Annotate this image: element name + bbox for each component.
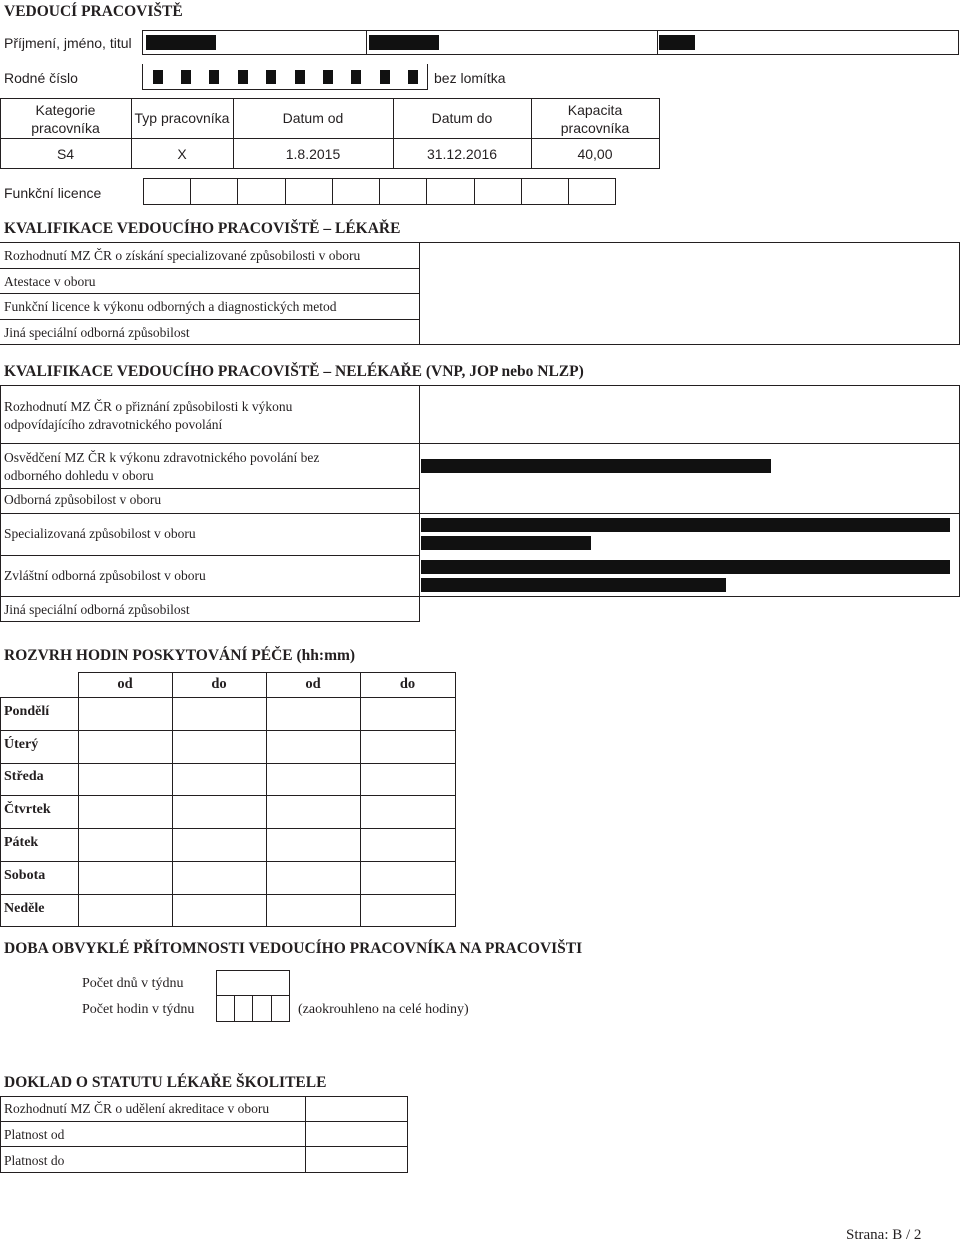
col-header-capacity: Kapacita pracovníka <box>560 102 630 136</box>
name-label: Příjmení, jméno, titul <box>4 35 132 51</box>
schedule-table <box>0 672 456 928</box>
cell-date-to: 31.12.2016 <box>426 146 498 162</box>
page-number: Strana: B / 2 <box>846 1227 922 1243</box>
valid-to-field[interactable] <box>306 1147 407 1172</box>
trainer-row-label: Rozhodnutí MZ ČR o udělení akreditace v oboru <box>4 1101 270 1116</box>
hours-per-week-label: Počet hodin v týdnu <box>82 1002 195 1017</box>
days-per-week-label: Počet dnů v týdnu <box>82 976 184 991</box>
schedule-header-to: do <box>211 676 227 692</box>
cell-category: S4 <box>56 146 75 162</box>
col-header-date-from: Datum od <box>282 110 344 126</box>
license-field[interactable] <box>143 178 616 205</box>
col-header-type: Typ pracovníka <box>134 110 230 126</box>
day-thursday: Čtvrtek <box>4 802 51 817</box>
nondoctor-qualification-table <box>0 385 960 623</box>
day-sunday: Neděle <box>4 901 45 916</box>
nondoctor-row-label: Odborná způsobilost v oboru <box>4 492 162 507</box>
redaction-mark <box>421 459 771 473</box>
valid-from-field[interactable] <box>306 1122 407 1146</box>
redaction-mark <box>146 35 216 50</box>
nondoctor-row-label: Osvědčení MZ ČR k výkonu zdravotnického povolání bez odborného dohledu v oboru <box>4 450 320 483</box>
section-title-manager: VEDOUCÍ PRACOVIŠTĚ <box>4 3 183 20</box>
cell-date-from: 1.8.2015 <box>285 146 341 162</box>
schedule-header-from: od <box>117 676 133 692</box>
day-saturday: Sobota <box>4 868 46 883</box>
birth-number-field[interactable] <box>142 64 428 90</box>
trainer-row-label: Platnost od <box>4 1127 65 1142</box>
hours-rounding-note: (zaokrouhleno na celé hodiny) <box>298 1002 469 1017</box>
cell-type: X <box>177 146 187 162</box>
license-label: Funkční licence <box>4 185 102 201</box>
section-title-nondoctor: KVALIFIKACE VEDOUCÍHO PRACOVIŠTĚ – NELÉKAŘE (VNP, JOP nebo NLZP) <box>4 363 584 380</box>
redaction-mark <box>369 35 439 50</box>
trainer-table <box>0 1096 408 1174</box>
section-title-presence: DOBA OBVYKLÉ PŘÍTOMNOSTI VEDOUCÍHO PRACOVNÍKA NA PRACOVIŠTI <box>4 940 583 957</box>
day-tuesday: Úterý <box>4 737 39 752</box>
redaction-mark <box>421 536 591 550</box>
day-monday: Pondělí <box>4 704 50 719</box>
hours-per-week-field[interactable] <box>216 995 290 1022</box>
cell-capacity: 40,00 <box>577 146 613 162</box>
days-per-week-field[interactable] <box>216 970 290 996</box>
col-header-date-to: Datum do <box>431 110 493 126</box>
nondoctor-row-label: Rozhodnutí MZ ČR o přiznání způsobilosti k výkonu odpovídajícího zdravotnického povolání <box>4 399 293 432</box>
redaction-mark <box>421 560 950 574</box>
redaction-mark <box>421 518 950 532</box>
nondoctor-row-label: Jiná speciální odborná způsobilost <box>4 602 190 617</box>
worker-table <box>0 98 660 170</box>
accreditation-field[interactable] <box>306 1097 407 1121</box>
doctor-row-label: Funkční licence k výkonu odborných a diagnostických metod <box>4 299 337 314</box>
nondoctor-row-label: Zvláštní odborná způsobilost v oboru <box>4 568 206 583</box>
section-title-schedule: ROZVRH HODIN POSKYTOVÁNÍ PÉČE (hh:mm) <box>4 647 356 664</box>
doctor-qualification-value[interactable] <box>420 243 959 344</box>
day-friday: Pátek <box>4 835 39 850</box>
redaction-mark <box>659 35 695 50</box>
section-title-doctor: KVALIFIKACE VEDOUCÍHO PRACOVIŠTĚ – LÉKAŘE <box>4 220 401 237</box>
schedule-header-from: od <box>305 676 321 692</box>
birth-number-note: bez lomítka <box>434 70 506 86</box>
section-title-trainer: DOKLAD O STATUTU LÉKAŘE ŠKOLITELE <box>4 1074 327 1091</box>
nondoctor-row-label: Specializovaná způsobilost v oboru <box>4 526 196 541</box>
title-field[interactable] <box>657 30 959 55</box>
day-wednesday: Středa <box>4 769 44 784</box>
col-header-category: Kategorie pracovníka <box>31 102 100 136</box>
trainer-row-label: Platnost do <box>4 1153 65 1168</box>
redaction-mark <box>421 578 726 592</box>
birth-number-label: Rodné číslo <box>4 70 78 86</box>
doctor-qualification-table <box>0 242 960 346</box>
schedule-header-to: do <box>399 676 416 692</box>
doctor-row-label: Rozhodnutí MZ ČR o získání specializované způsobilosti v oboru <box>4 248 361 263</box>
doctor-row-label: Jiná speciální odborná způsobilost <box>4 325 190 340</box>
doctor-row-label: Atestace v oboru <box>4 274 96 289</box>
